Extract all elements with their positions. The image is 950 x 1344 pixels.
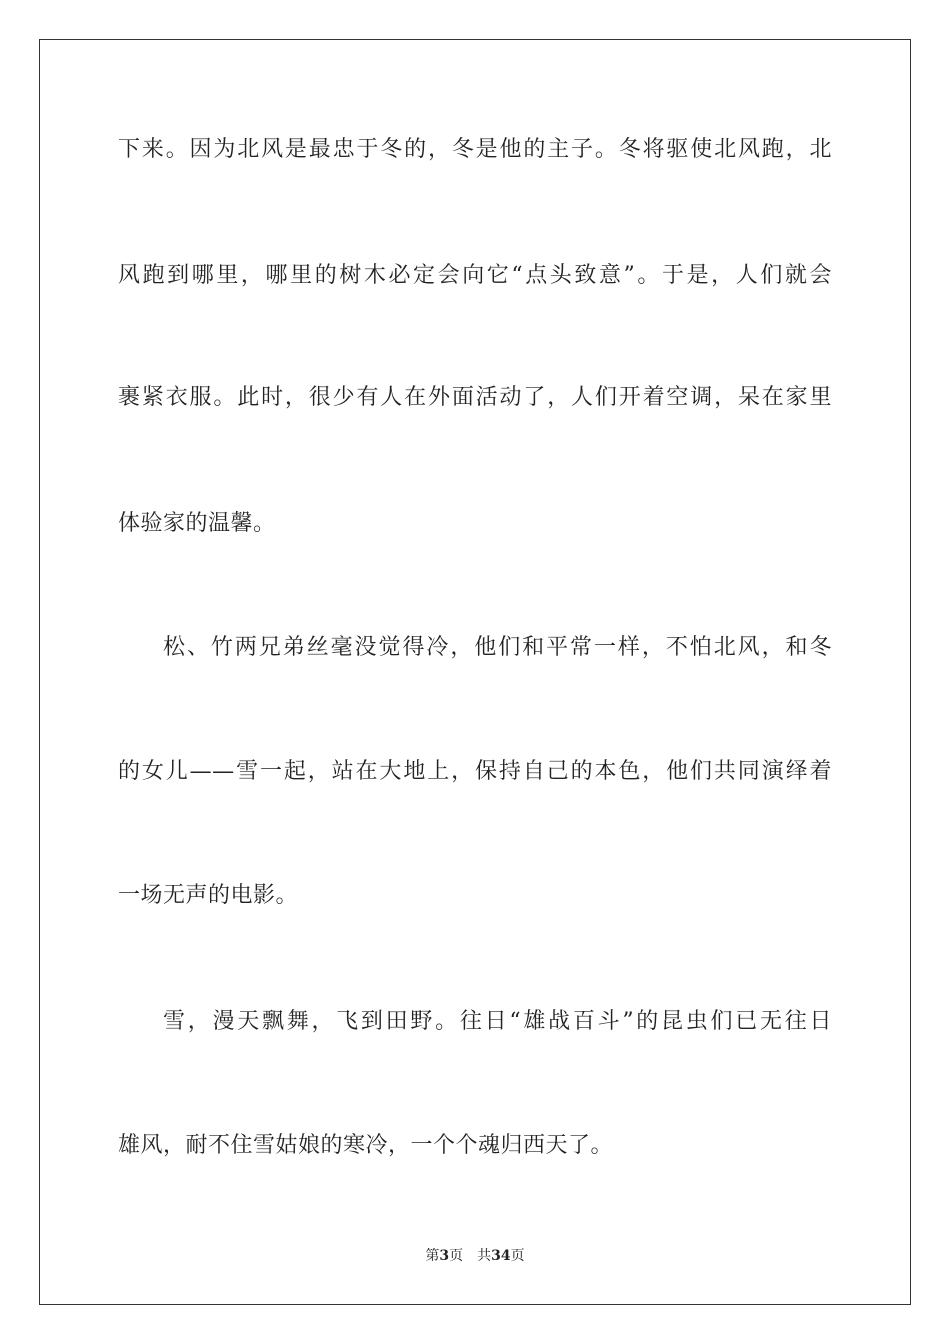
page-total-suffix: 页 bbox=[510, 1248, 525, 1264]
body-text-line-9: 雄风，耐不住雪姑娘的寒冷，一个个魂归西天了。 bbox=[118, 1133, 614, 1158]
page-number-total: 34 bbox=[491, 1248, 511, 1264]
body-text-line-4: 体验家的温馨。 bbox=[118, 511, 276, 536]
body-text-line-6: 的女儿——雪一起，站在大地上，保持自己的本色，他们共同演绎着 bbox=[118, 759, 832, 784]
page-number-prefix: 第 bbox=[425, 1248, 440, 1264]
page-total-prefix: 共 bbox=[477, 1248, 492, 1264]
body-text-line-2: 风跑到哪里，哪里的树木必定会向它“点头致意”。于是，人们就会 bbox=[118, 263, 832, 288]
body-text-line-5: 松、竹两兄弟丝毫没觉得冷，他们和平常一样，不怕北风，和冬 bbox=[163, 635, 832, 660]
body-text-line-1: 下来。因为北风是最忠于冬的，冬是他的主子。冬将驱使北风跑，北 bbox=[118, 137, 832, 162]
page-frame bbox=[39, 39, 911, 1305]
page-number-suffix: 页 bbox=[449, 1248, 464, 1264]
body-text-line-3: 裹紧衣服。此时，很少有人在外面活动了，人们开着空调，呆在家里 bbox=[118, 385, 832, 410]
body-text-line-7: 一场无声的电影。 bbox=[118, 883, 299, 908]
body-text-line-8: 雪，漫天飘舞，飞到田野。往日“雄战百斗”的昆虫们已无往日 bbox=[163, 1009, 832, 1034]
page-footer bbox=[0, 1246, 950, 1266]
page-number-current: 3 bbox=[439, 1248, 450, 1264]
